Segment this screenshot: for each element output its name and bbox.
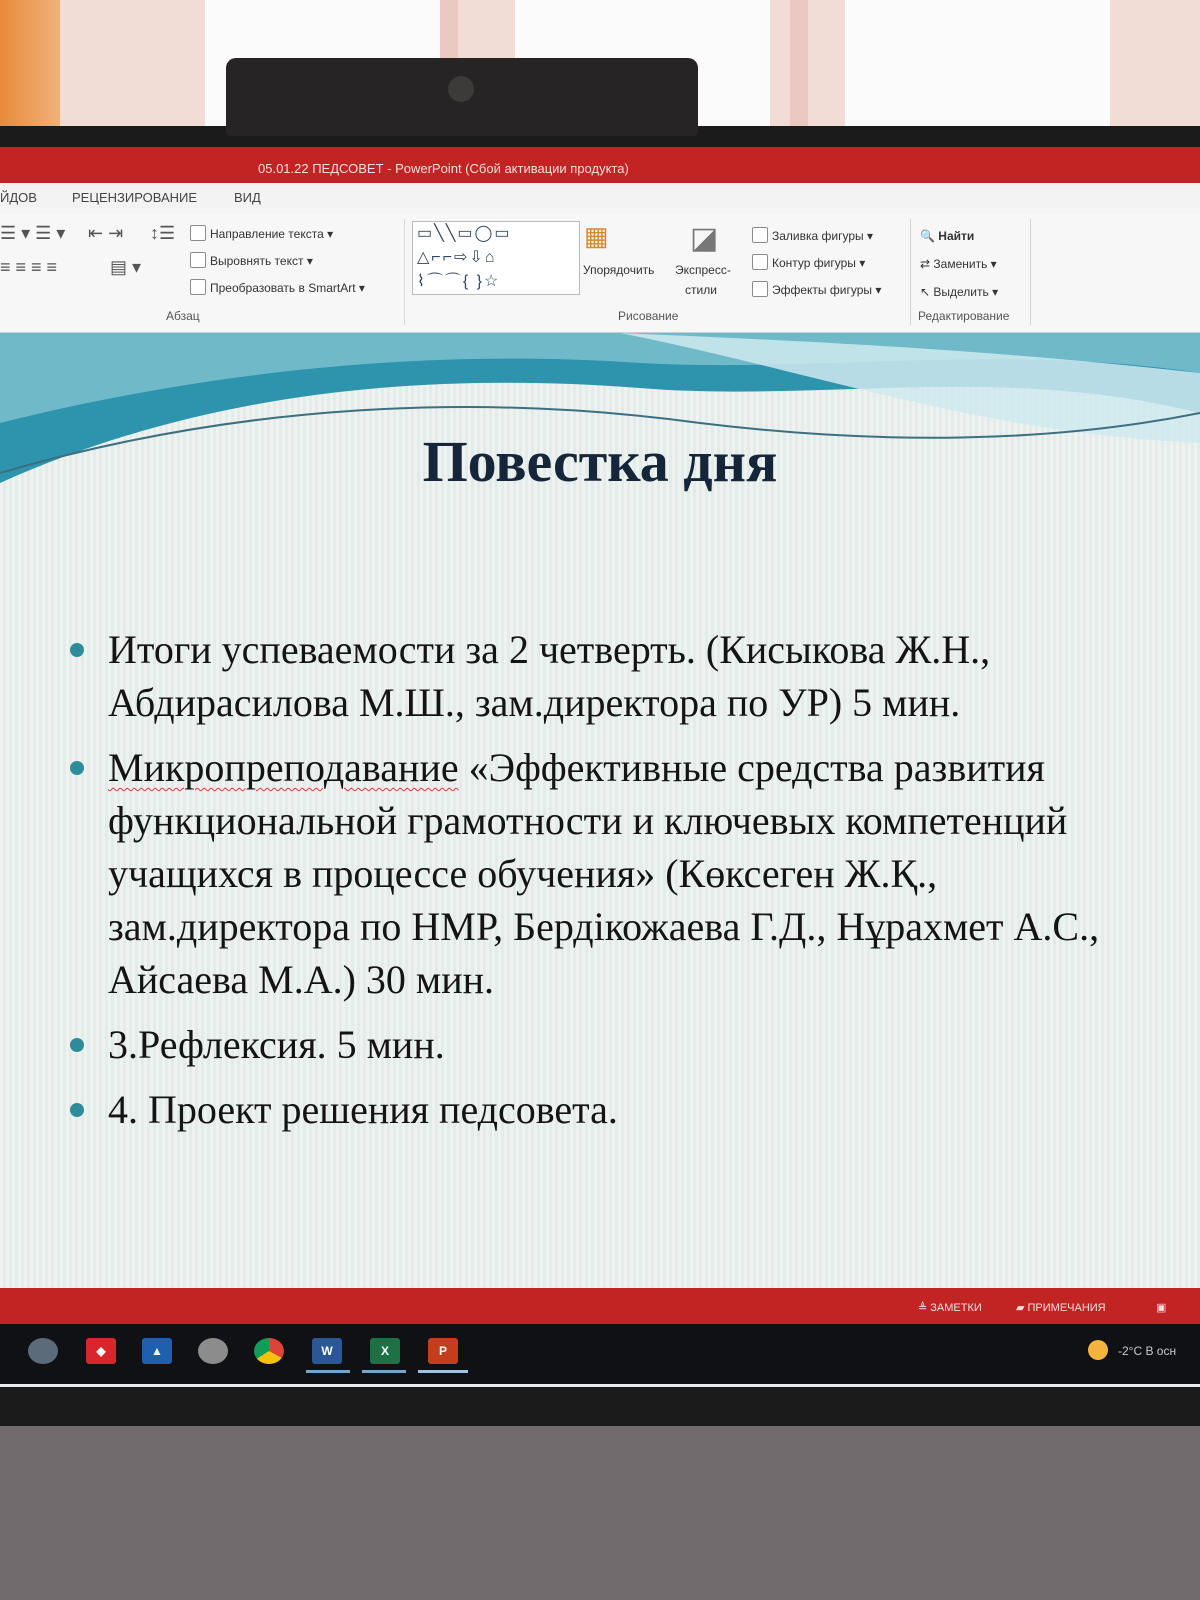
- webcam-lens: [448, 76, 474, 102]
- webcam: [226, 58, 698, 136]
- notes-label: ЗАМЕТКИ: [930, 1302, 982, 1314]
- taskbar: [0, 1324, 1200, 1384]
- tab-slideshow[interactable]: ЙДОВ: [0, 190, 37, 205]
- bullets-icon[interactable]: ☰ ▾ ☰ ▾: [0, 223, 66, 243]
- convert-smartart-label: Преобразовать в SmartArt: [210, 281, 356, 295]
- group-label-editing: Редактирование: [918, 309, 1010, 323]
- taskbar-active-indicator: [362, 1370, 406, 1373]
- powerpoint-icon[interactable]: P: [428, 1338, 458, 1364]
- paint-bucket-icon: [752, 227, 768, 243]
- align-text-label: Выровнять текст: [210, 254, 304, 268]
- effects-icon: [752, 281, 768, 297]
- text-direction-label: Направление текста: [210, 227, 324, 241]
- misspelled-word: Микропреподавание: [108, 745, 459, 790]
- select-button[interactable]: ↖ Выделить ▾: [920, 285, 999, 299]
- bullet-icon: [70, 1038, 84, 1052]
- find-button[interactable]: [920, 229, 974, 243]
- align-text-icon: [190, 252, 206, 268]
- window-title: 05.01.22 ПЕДСОВЕТ - PowerPoint (Сбой активации продукта): [258, 161, 629, 176]
- shape-fill-label: Заливка фигуры: [772, 229, 864, 243]
- tab-review[interactable]: РЕЦЕНЗИРОВАНИЕ: [72, 190, 198, 205]
- columns-icon[interactable]: ▤ ▾: [110, 257, 142, 277]
- pencil-icon: [752, 254, 768, 270]
- group-label-paragraph: Абзац: [166, 309, 200, 323]
- taskbar-active-indicator: [418, 1370, 468, 1373]
- ribbon-separator: [404, 219, 405, 325]
- cursor-icon: ↖: [920, 285, 934, 299]
- shape-effects-label: Эффекты фигуры: [772, 283, 873, 297]
- chrome-icon[interactable]: [254, 1338, 284, 1364]
- binoculars-icon: 🔍: [920, 229, 939, 243]
- list-item-text: Итоги успеваемости за 2 четверть. (Кисыкова Ж.Н., Абдирасилова М.Ш., зам.директора по УР) 5 мин.: [108, 627, 991, 725]
- list-item[interactable]: [70, 741, 1180, 1006]
- normal-view-icon[interactable]: ▣: [1156, 1302, 1167, 1314]
- title-bar: [0, 147, 1200, 183]
- tab-view[interactable]: ВИД: [234, 190, 261, 205]
- smartart-icon: [190, 279, 206, 295]
- slide-canvas[interactable]: [0, 333, 1200, 1288]
- ribbon-separator: [910, 219, 911, 325]
- excel-icon[interactable]: X: [370, 1338, 400, 1364]
- shape-outline-label: Контур фигуры: [772, 256, 856, 270]
- bullet-icon: [70, 761, 84, 775]
- convert-smartart-button[interactable]: Преобразовать в SmartArt ▾: [190, 279, 365, 295]
- weather-icon[interactable]: [1088, 1340, 1108, 1360]
- comments-label: ПРИМЕЧАНИЯ: [1027, 1302, 1106, 1314]
- word-icon[interactable]: W: [312, 1338, 342, 1364]
- notes-button[interactable]: ≜ ЗАМЕТКИ: [918, 1302, 982, 1314]
- shape-fill-button[interactable]: Заливка фигуры ▾: [752, 227, 873, 243]
- anydesk-icon[interactable]: ◆: [86, 1338, 116, 1364]
- replace-button[interactable]: ⇄ Заменить ▾: [920, 257, 997, 271]
- ribbon: [0, 213, 1200, 333]
- arrange-icon[interactable]: ▦: [584, 221, 609, 251]
- list-item[interactable]: [70, 1018, 1180, 1071]
- list-item-text: 4. Проект решения педсовета.: [108, 1087, 618, 1132]
- taskbar-active-indicator: [306, 1370, 350, 1373]
- desk-surface: [0, 1426, 1200, 1600]
- shapes-gallery[interactable]: ▭╲╲▭◯▭ △⌐⌐⇨⇩⌂ ⌇⌒⌒{ }☆: [412, 221, 580, 295]
- list-item[interactable]: [70, 623, 1180, 729]
- paint-app-icon[interactable]: [28, 1338, 58, 1364]
- weather-text[interactable]: -2°C В осн: [1118, 1344, 1177, 1358]
- list-item[interactable]: [70, 1083, 1180, 1136]
- window-pane: [845, 0, 1110, 140]
- list-item-text: «Эффективные средства развития функциональной грамотности и ключевых компетенций учащихся в процессе обучения» (Көксеген Ж.Қ., зам.директора по НМР, Бердікожаева Г.Д., Нұрахмет А.С., Айсаева М.А.) 30 мин.: [108, 745, 1100, 1002]
- ribbon-separator: [1030, 219, 1031, 325]
- line-spacing-icon[interactable]: ↕☰: [150, 223, 176, 243]
- quick-styles-button[interactable]: Экспресс-: [675, 263, 731, 277]
- app-icon[interactable]: [198, 1338, 228, 1364]
- text-direction-icon: [190, 225, 206, 241]
- status-bar: [0, 1288, 1200, 1324]
- list-item-text: 3.Рефлексия. 5 мин.: [108, 1022, 445, 1067]
- indent-icon[interactable]: ⇤ ⇥: [88, 223, 124, 243]
- agenda-list[interactable]: [70, 623, 1180, 1148]
- shape-effects-button[interactable]: Эффекты фигуры ▾: [752, 281, 881, 297]
- ribbon-tabs: [0, 183, 1200, 213]
- replace-label: Заменить: [933, 257, 988, 271]
- app-icon[interactable]: ▲: [142, 1338, 172, 1364]
- arrange-button[interactable]: Упорядочить: [583, 263, 655, 277]
- shape-outline-button[interactable]: Контур фигуры ▾: [752, 254, 865, 270]
- monitor-screen: [0, 147, 1200, 1387]
- select-label: Выделить: [933, 285, 989, 299]
- find-label: Найти: [938, 229, 975, 243]
- comments-button[interactable]: ▰ ПРИМЕЧАНИЯ: [1016, 1302, 1106, 1314]
- replace-icon: ⇄: [920, 257, 934, 271]
- group-label-drawing: Рисование: [618, 309, 679, 323]
- text-direction-button[interactable]: Направление текста ▾: [190, 225, 333, 241]
- bullet-icon: [70, 643, 84, 657]
- align-icon[interactable]: ≡ ≡ ≡ ≡: [0, 257, 58, 277]
- quick-styles-icon[interactable]: ◪: [690, 222, 719, 255]
- slide-title[interactable]: Повестка дня: [422, 429, 778, 494]
- quick-styles-button-line2[interactable]: стили: [685, 283, 717, 297]
- bullet-icon: [70, 1103, 84, 1117]
- align-text-button[interactable]: Выровнять текст ▾: [190, 252, 313, 268]
